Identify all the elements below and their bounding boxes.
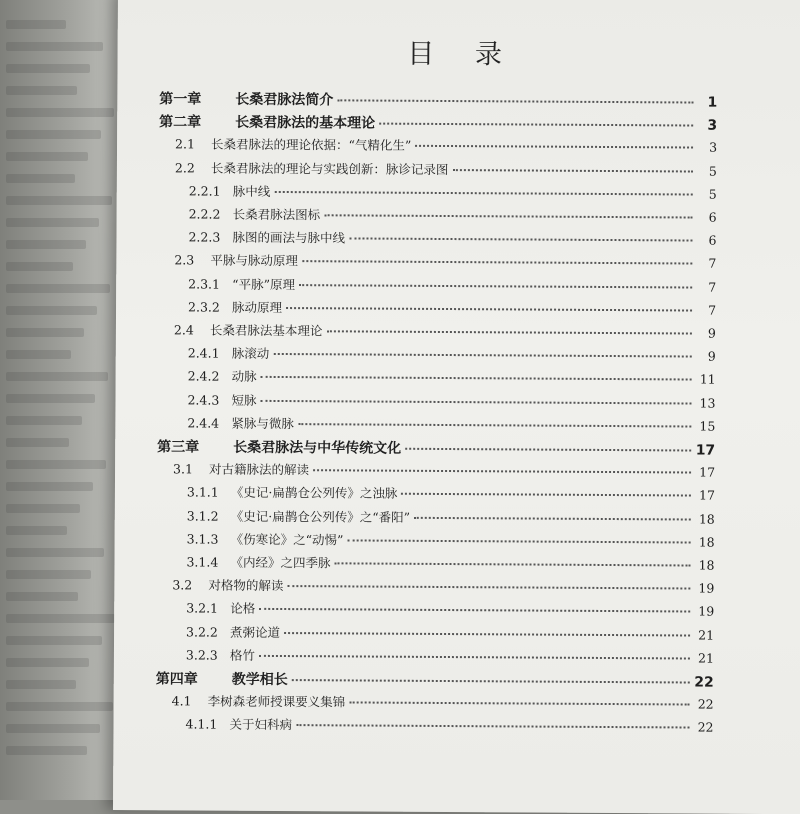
toc-entry-title: 平脉与脉动原理 [210,252,298,269]
left-page-blur-line [6,86,77,95]
left-page-blur-line [6,306,97,315]
toc-dot-leader [286,307,692,311]
toc-page-number: 7 [708,256,717,272]
toc-dot-leader [415,145,693,149]
toc-page-number: 7 [708,302,717,318]
toc-entry-title: 《内经》之四季脉 [230,554,331,571]
left-page-blur-line [6,504,80,513]
left-page-blur-line [6,130,101,139]
toc-page-number: 21 [698,627,715,643]
left-page-blur-line [6,614,115,623]
toc-page-number: 18 [698,511,715,527]
toc-dot-leader [347,539,690,543]
toc-dot-leader [379,123,693,127]
toc-entry-title: 脉中线 [232,183,271,199]
toc-dot-leader [405,448,691,452]
toc-page-number: 6 [708,232,717,248]
toc-entry-number: 第二章 [159,114,202,131]
toc-entry[interactable] [175,158,717,179]
toc-dot-leader [349,702,689,706]
toc-entry-number: 2.2.2 [188,206,221,222]
toc-entry-title: 煮粥论道 [230,624,281,640]
left-page-blur-line [6,526,67,535]
toc-dot-leader [299,284,692,288]
toc-entry[interactable] [157,436,715,459]
left-page-blur-line [6,152,88,161]
toc-entry-number: 3.2 [172,577,193,593]
toc-dot-leader [324,214,692,218]
toc-entry-title: 论格 [230,601,256,617]
toc-entry[interactable] [186,552,714,573]
toc-entry-number: 2.3.2 [188,299,220,315]
toc-entry[interactable] [175,135,717,156]
left-page-blur-line [6,350,71,359]
toc-entry-number: 3.1.2 [186,508,219,524]
left-page-blur-line [6,702,113,711]
toc-entry-title: 格竹 [229,647,256,663]
toc-entry-title: 长桑君脉法与中华传统文化 [233,439,402,457]
toc-entry-number: 2.4.3 [187,392,220,408]
toc-page-number: 9 [707,348,716,364]
toc-page-number: 18 [698,534,715,550]
toc-entry-title: 关于妇科病 [229,717,293,733]
toc-page-number: 21 [697,650,714,666]
toc-page-number: 1 [707,94,718,111]
toc-dot-leader [326,330,691,334]
toc-entry-number: 2.1 [175,136,195,152]
toc-entry-number: 第四章 [155,671,198,688]
left-page-blur-line [6,196,112,205]
toc-dot-leader [273,353,691,358]
toc-entry[interactable] [185,715,713,736]
left-page-blur-line [6,680,76,689]
toc-page-number: 15 [699,418,716,434]
toc-entry-title: 《伤寒论》之“动惕” [230,531,344,548]
toc-entry[interactable] [186,599,714,620]
toc-entry-title: 长桑君脉法的基本理论 [235,114,376,132]
left-page-blur-line [6,636,102,645]
toc-entry[interactable] [187,506,715,527]
toc-entry-number: 3.1.1 [186,484,219,501]
toc-dot-leader [292,679,690,683]
toc-dot-leader [414,516,691,520]
toc-entry-title: 长桑君脉法简介 [235,91,334,109]
toc-page-number: 18 [698,557,715,573]
toc-entry[interactable] [173,460,715,481]
toc-entry-title: 脉动原理 [232,299,283,315]
toc-entry-number: 2.3 [174,252,195,268]
toc-page-number: 19 [698,603,715,620]
toc-entry[interactable] [172,576,714,597]
toc-entry-number: 2.2.3 [188,229,221,245]
toc-entry-number: 2.4.1 [187,345,220,361]
toc-entry[interactable] [187,413,715,434]
toc-page-number: 17 [699,464,716,480]
toc-entry[interactable] [156,668,714,691]
toc-entry[interactable] [187,529,715,550]
toc-entry-title: 长桑君脉法的理论与实践创新：脉诊记录图 [210,160,449,177]
toc-entry-title: 对古籍脉法的解读 [209,461,310,478]
left-page-blur-line [6,284,110,293]
left-page-blur-line [6,174,75,183]
toc-entry-number: 3.1.3 [186,531,219,547]
toc-page-number: 19 [698,580,715,596]
toc-entry-title: 长桑君脉法图标 [232,206,321,223]
toc-entry-title: “平脉”原理 [232,276,296,292]
toc-entry-number: 3.1 [173,461,194,477]
book-page [113,0,800,814]
toc-dot-leader [259,608,690,613]
left-page-blur-line [6,438,69,447]
toc-page-number: 3 [707,117,718,134]
toc-page-number: 11 [699,371,716,388]
toc-entry-number: 4.1 [171,693,192,709]
toc-entry[interactable] [188,367,716,388]
toc-entry-title: 李树森老师授课要义集锦 [207,693,346,710]
toc-page-number: 3 [709,140,718,156]
toc-entry-number: 2.2.1 [188,183,221,199]
toc-dot-leader [261,399,692,404]
left-page-blur-line [6,416,82,425]
toc-entry[interactable] [174,320,716,341]
toc-dot-leader [298,423,691,427]
toc-entry-title: 短脉 [231,392,257,408]
toc-entry[interactable] [187,483,715,504]
toc-entry[interactable] [172,692,714,713]
left-page-blur-line [6,592,78,601]
toc-dot-leader [296,724,689,728]
toc-entry-title: 教学相长 [231,671,288,689]
toc-page-number: 13 [699,395,716,411]
toc-entry-number: 2.4 [173,322,194,338]
toc-entry-number: 3.1.4 [186,554,219,570]
toc-entry[interactable] [188,297,716,318]
toc-page-number: 5 [708,163,717,179]
left-page-blur-line [6,482,93,491]
toc-entry[interactable] [188,274,716,295]
toc-entry-number: 3.2.1 [186,600,219,617]
left-page-blur-line [6,108,114,117]
toc-entry-number: 4.1.1 [185,716,218,733]
toc-page-number: 5 [708,186,717,202]
left-page-edge [0,0,130,800]
left-page-blur-line [6,240,86,249]
toc-page-number: 22 [697,719,714,736]
left-page-blur-line [6,64,90,73]
toc-page-number: 22 [697,696,714,712]
toc-dot-leader [259,655,690,660]
toc-entry[interactable] [159,88,717,111]
toc-dot-leader [287,585,690,589]
left-page-blur-line [6,746,87,755]
toc-dot-leader [274,191,692,196]
toc-entry-number: 2.4.2 [187,368,220,385]
left-page-blur-line [6,724,100,733]
toc-entry-number: 3.2.2 [186,624,218,640]
toc-dot-leader [335,562,691,566]
left-page-blur-line [6,42,103,51]
toc-dot-leader [401,493,691,497]
toc-dot-leader [261,376,692,381]
toc-entry[interactable] [189,181,717,202]
toc-entry-number: 第三章 [157,439,200,456]
toc-entry-number: 第一章 [159,91,202,108]
toc-page-number: 7 [708,279,717,295]
toc-entry[interactable] [188,228,716,249]
toc-dot-leader [349,238,692,242]
toc-page-number: 9 [707,325,716,341]
toc-dot-leader [302,261,692,265]
left-page-blur-line [6,658,89,667]
toc-entry[interactable] [187,390,715,411]
toc-page-number: 17 [695,442,716,459]
left-page-blur-line [6,218,99,227]
toc-entry-title: 长桑君脉法基本理论 [209,322,323,339]
left-page-blur-line [6,262,73,271]
toc-entry[interactable] [186,645,714,666]
left-page-blur-line [6,328,84,337]
toc-dot-leader [337,99,693,103]
left-page-blur-line [6,460,106,469]
left-page-blur-line [6,548,104,557]
toc-dot-leader [284,632,690,636]
toc-entry-title: 长桑君脉法的理论依据：“气精化生” [211,136,412,154]
toc-entry-number: 2.3.1 [188,276,221,292]
left-page-blur-line [6,20,66,29]
toc-dot-leader [313,469,691,473]
toc-page-number: 22 [694,674,714,691]
toc-entry-title: 脉滚动 [231,345,270,362]
page-title: 目 录 [407,38,519,71]
toc-entry-title: 对格物的解读 [208,577,284,594]
toc-entry[interactable] [174,251,716,272]
toc-entry-number: 2.4.4 [187,415,220,431]
toc-entry[interactable] [186,622,714,643]
toc-dot-leader [452,169,692,172]
left-page-blur-line [6,394,95,403]
table-of-contents [117,88,800,736]
left-page-blur-line [6,570,91,579]
toc-entry-number: 2.2 [174,159,195,176]
toc-page-number: 17 [698,487,715,504]
toc-entry-title: 脉图的画法与脉中线 [232,229,346,246]
toc-entry[interactable] [159,111,717,134]
toc-entry[interactable] [189,204,717,225]
toc-page-number: 6 [708,209,717,225]
toc-entry-title: 《史记·扁鹊仓公列传》之“番阳” [230,508,411,525]
toc-entry-title: 紧脉与微脉 [231,415,294,431]
toc-entry[interactable] [188,344,716,365]
toc-entry-number: 3.2.3 [185,647,218,663]
toc-entry-title: 《史记·扁鹊仓公列传》之浊脉 [230,485,398,502]
toc-entry-title: 动脉 [231,369,257,385]
left-page-blur-line [6,372,108,381]
